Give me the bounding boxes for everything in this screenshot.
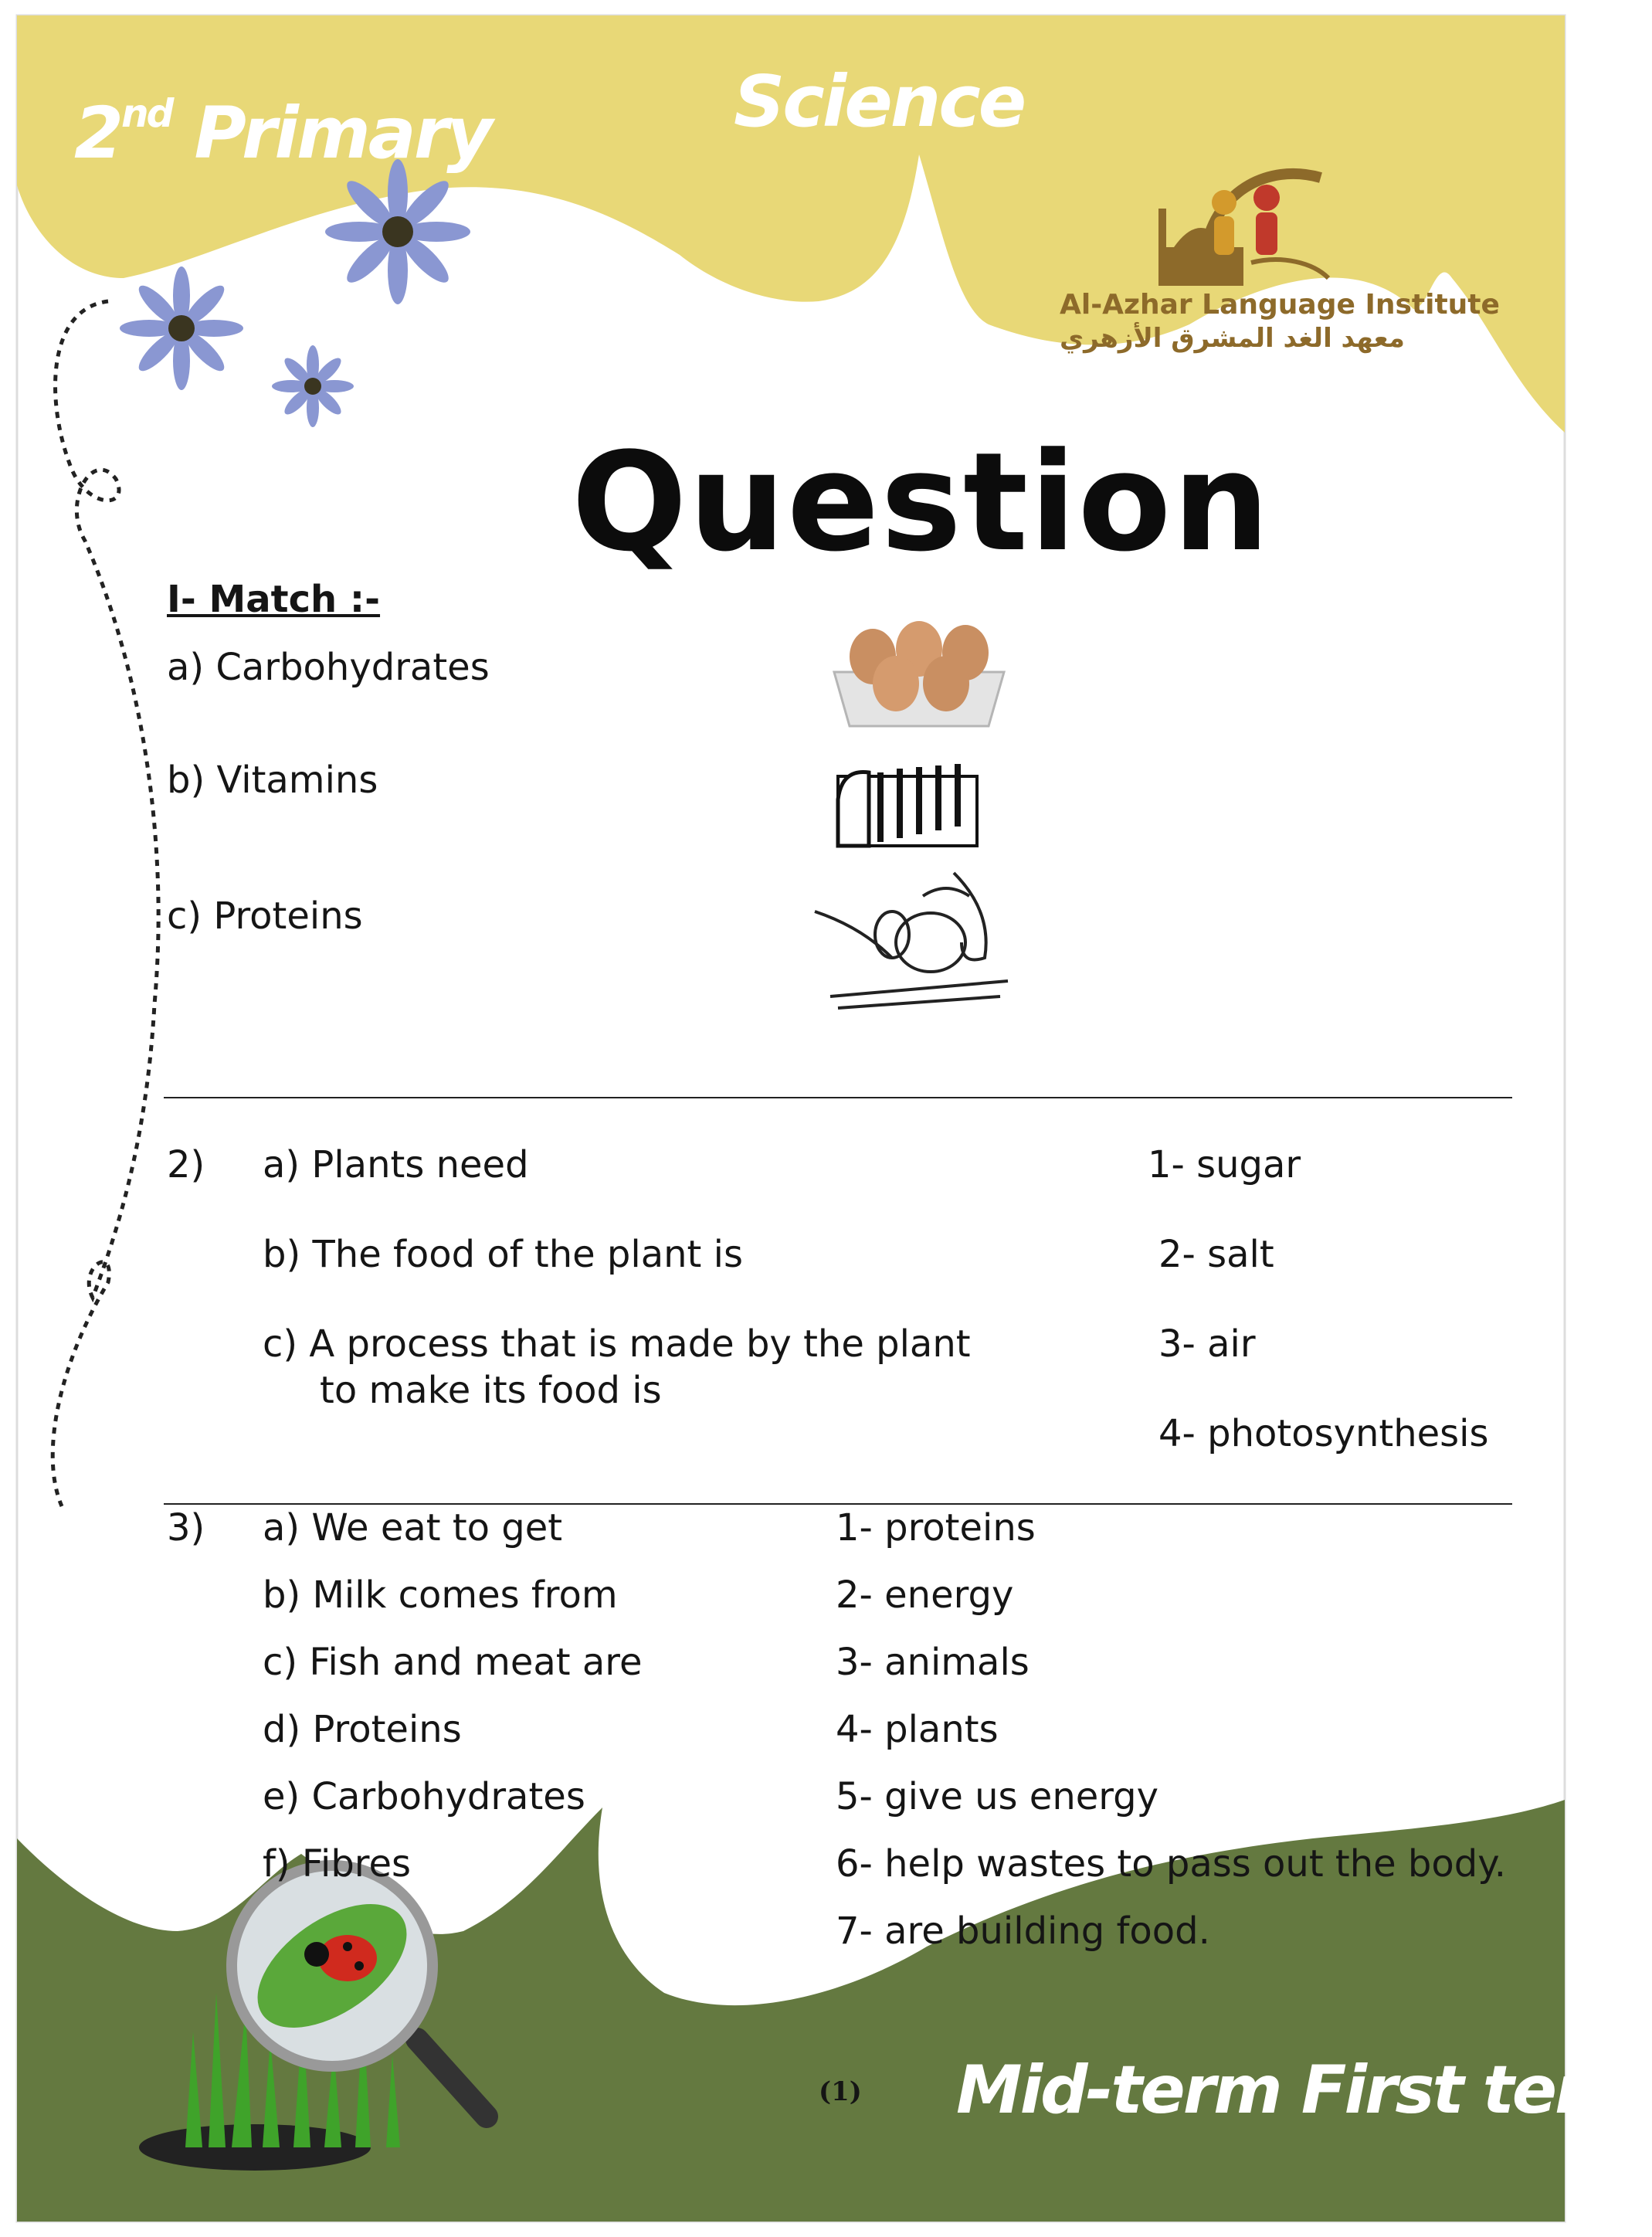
section2-question-b: b) The food of the plant is	[263, 1233, 743, 1276]
term-footer: Mid-term First term	[956, 2052, 1652, 2129]
logo-name-ar: معهد الغد المشرق الأزهري	[1060, 323, 1405, 354]
section1-item-a: a) Carbohydrates	[167, 646, 490, 689]
logo-name-en: Al-Azhar Language Institute	[1060, 289, 1500, 321]
section3-number: 3)	[167, 1506, 205, 1550]
section3-answer-2: 2- energy	[836, 1573, 1014, 1617]
section2-answer-3: 3- air	[1158, 1322, 1256, 1366]
section3-question-c: c) Fish and meat are	[263, 1641, 643, 1684]
section3-answer-4: 4- plants	[836, 1708, 999, 1751]
section2-answer-2: 2- salt	[1158, 1233, 1274, 1276]
section3-question-f: f) Fibres	[263, 1842, 412, 1886]
section1-item-b: b) Vitamins	[167, 759, 378, 802]
page-number: (1)	[819, 2076, 862, 2107]
section3-answer-7: 7- are building food.	[836, 1909, 1210, 1953]
section2-answer-4: 4- photosynthesis	[1158, 1412, 1489, 1455]
subject-title: Science	[734, 60, 1025, 143]
divider-2	[164, 1503, 1512, 1505]
section3-answer-1: 1- proteins	[836, 1506, 1036, 1550]
section3-question-b: b) Milk comes from	[263, 1573, 618, 1617]
grade-number: 2	[74, 92, 122, 175]
section3-answer-5: 5- give us energy	[836, 1775, 1159, 1818]
section2-question-a: a) Plants need	[263, 1143, 529, 1186]
eggs-image	[834, 621, 1004, 726]
section3-question-e: e) Carbohydrates	[263, 1775, 585, 1818]
section3-question-d: d) Proteins	[263, 1708, 462, 1751]
section3-answer-6: 6- help wastes to pass out the body.	[836, 1842, 1507, 1886]
section2-number: 2)	[167, 1143, 205, 1186]
section2-question-c-cont: to make its food is	[320, 1369, 662, 1412]
page-title: Question	[572, 423, 1271, 582]
section1-item-c: c) Proteins	[167, 894, 363, 938]
bread-image	[838, 764, 977, 846]
grade-word: Primary	[194, 92, 491, 175]
section3-answer-3: 3- animals	[836, 1641, 1030, 1684]
divider-1	[164, 1097, 1512, 1098]
section3-question-a: a) We eat to get	[263, 1506, 563, 1550]
section1-heading: I- Match :-	[167, 578, 381, 621]
grade-label	[74, 91, 490, 175]
section2-answer-1: 1- sugar	[1148, 1143, 1301, 1186]
section2-question-c: c) A process that is made by the plant	[263, 1322, 971, 1366]
grade-suffix: nd	[121, 91, 172, 136]
